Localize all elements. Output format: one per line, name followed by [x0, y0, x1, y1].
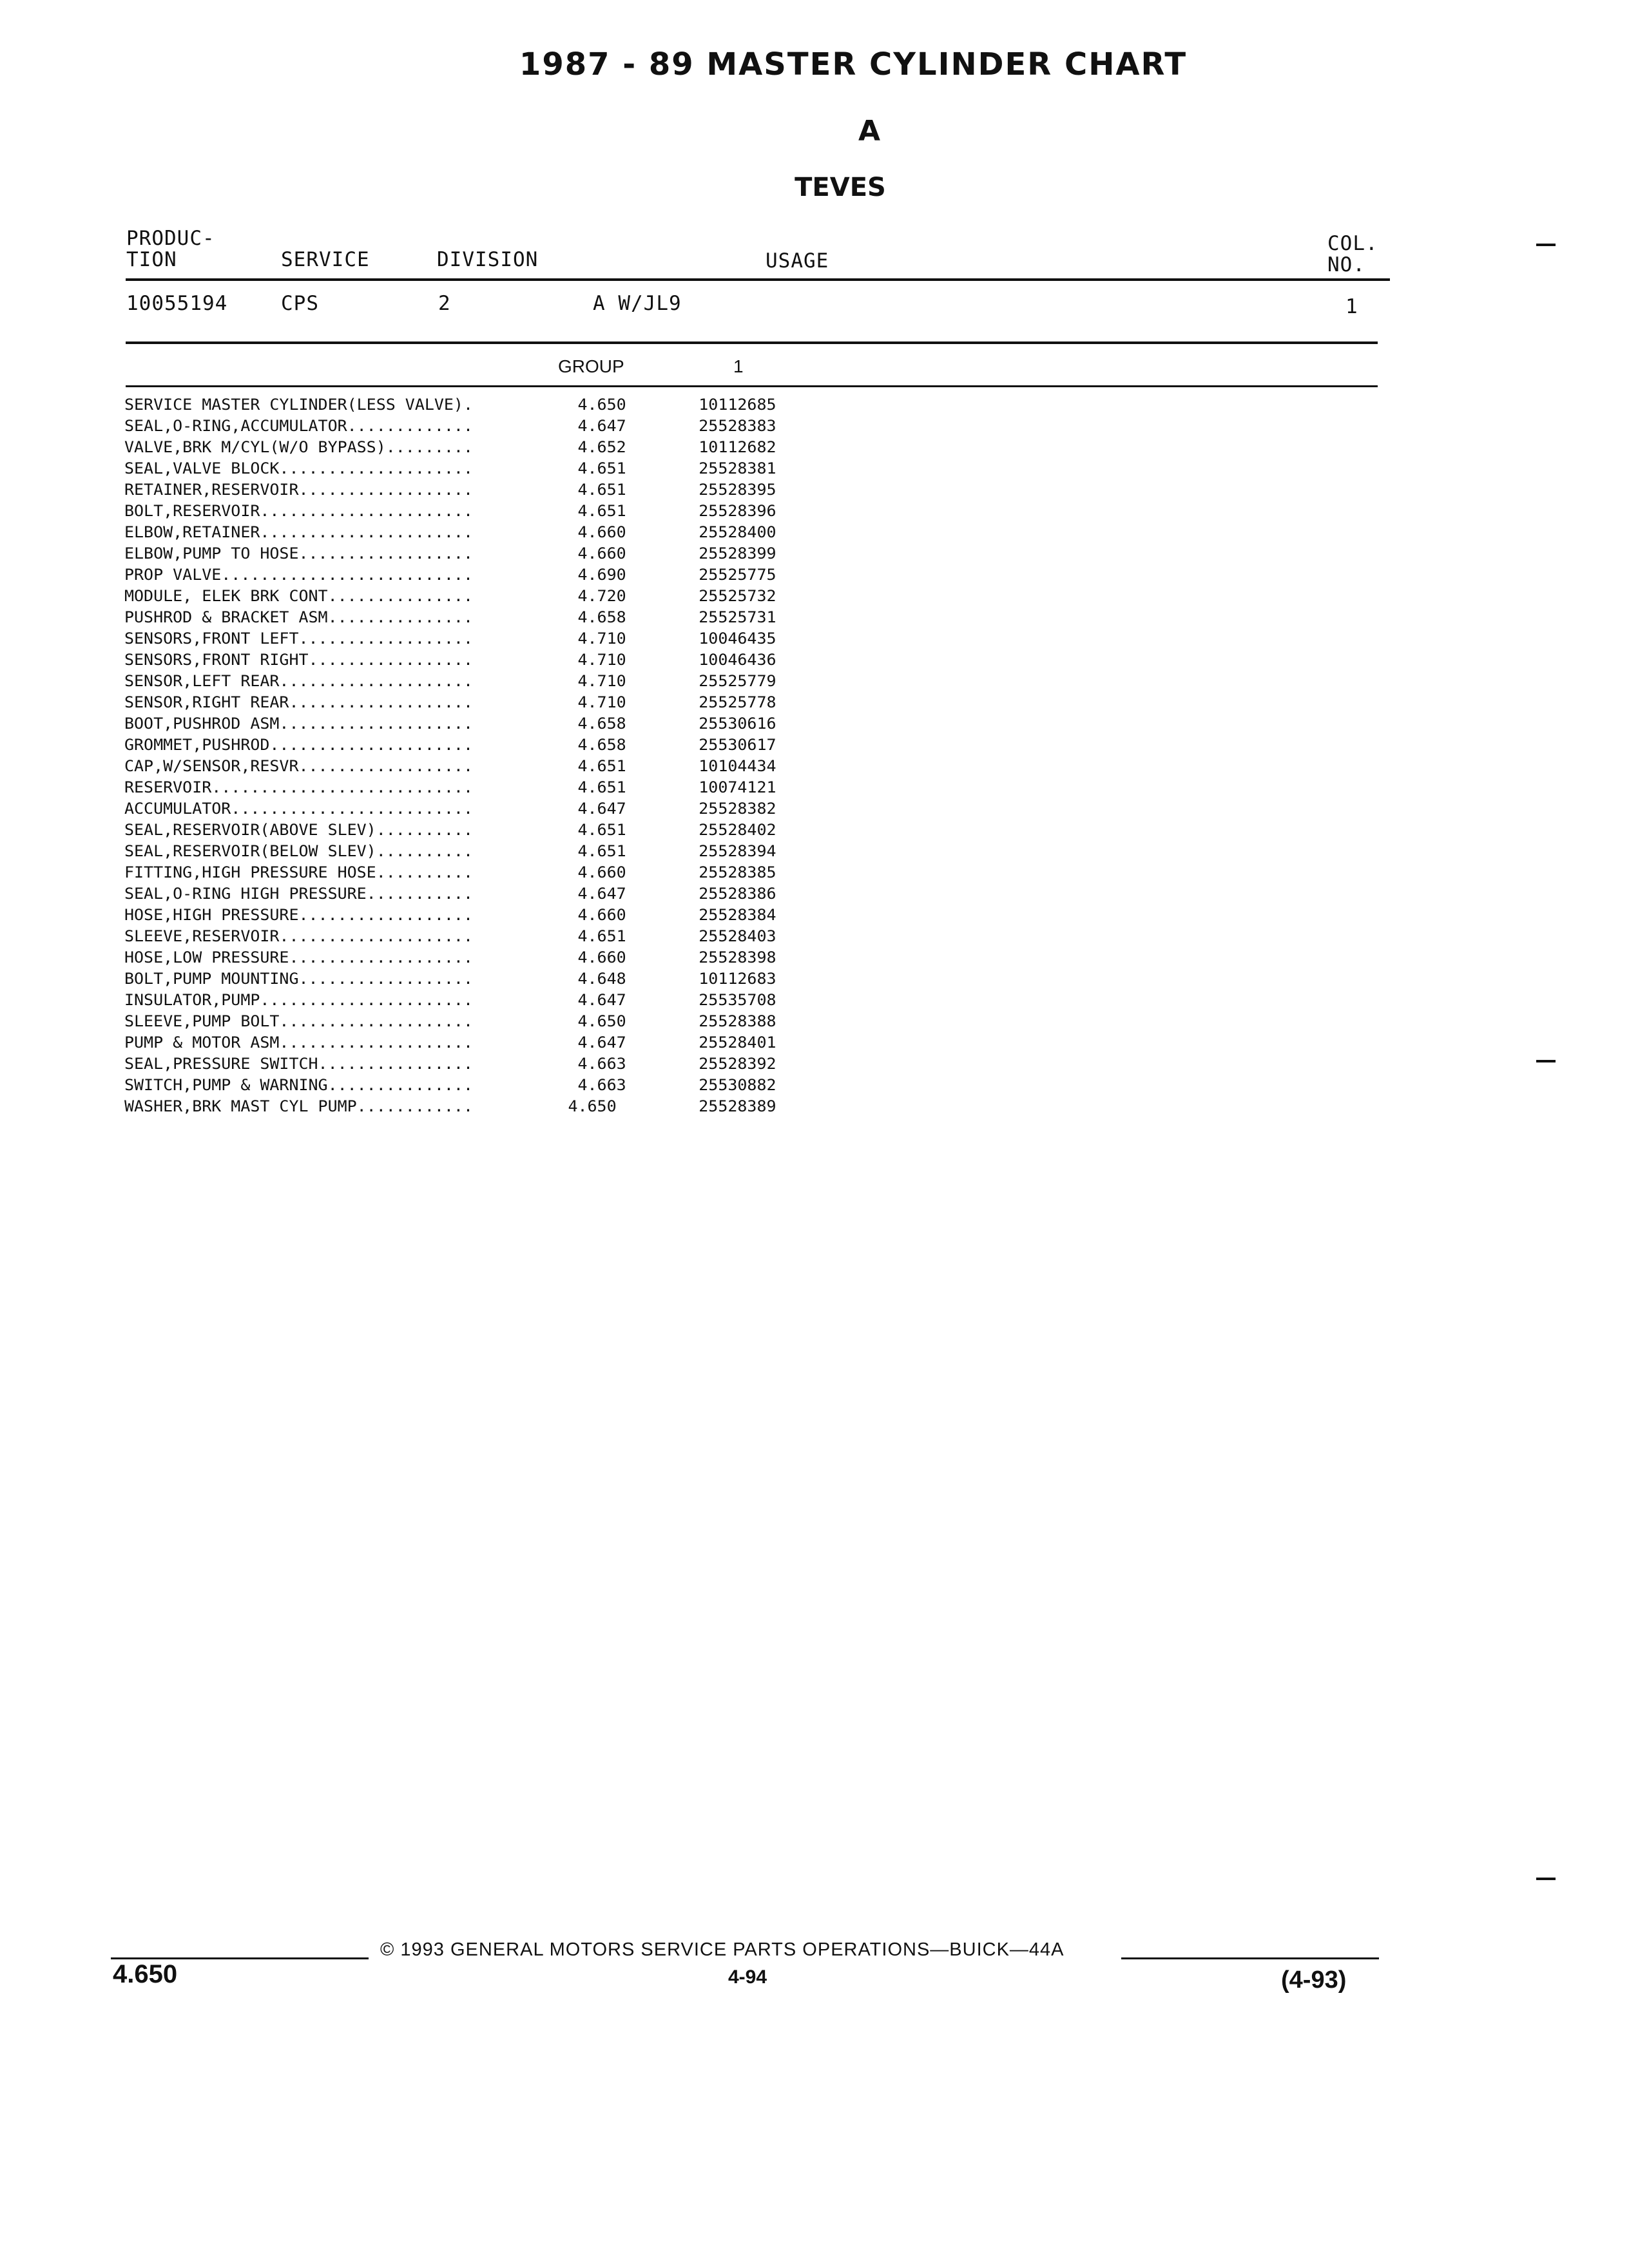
part-description: PUMP & MOTOR ASM.................... — [124, 1033, 473, 1052]
part-description: MODULE, ELEK BRK CONT............... — [124, 587, 473, 605]
part-description: PUSHROD & BRACKET ASM............... — [124, 608, 473, 626]
header-col-no — [1327, 233, 1378, 276]
header-production-line2: TION — [126, 248, 177, 271]
part-number: 25528402 — [699, 821, 776, 839]
part-description: SEAL,RESERVOIR(BELOW SLEV).......... — [124, 842, 473, 860]
header-service: SERVICE — [281, 248, 370, 271]
chart-title: 1987 - 89 MASTER CYLINDER CHART — [519, 46, 1188, 82]
part-description: GROMMET,PUSHROD..................... — [124, 736, 473, 754]
part-description: SENSORS,FRONT LEFT.................. — [124, 629, 473, 648]
application-usage: A W/JL9 — [593, 292, 682, 315]
part-number: 25528384 — [699, 906, 776, 924]
part-group-code: 4.651 — [568, 502, 626, 520]
part-number: 25528395 — [699, 481, 776, 499]
group-label: GROUP — [558, 356, 624, 376]
application-rule — [126, 341, 1378, 344]
part-number: 25528382 — [699, 800, 776, 818]
header-division: DIVISION — [437, 248, 539, 271]
part-description: SENSORS,FRONT RIGHT................. — [124, 651, 473, 669]
header-col-line2: NO. — [1327, 253, 1365, 276]
part-group-code: 4.651 — [568, 821, 626, 839]
part-number: 25525732 — [699, 587, 776, 605]
group-rule — [126, 385, 1378, 387]
part-group-code: 4.660 — [568, 863, 626, 881]
part-description: HOSE,LOW PRESSURE................... — [124, 948, 473, 966]
part-group-code: 4.690 — [568, 566, 626, 584]
part-description: VALVE,BRK M/CYL(W/O BYPASS)......... — [124, 438, 473, 456]
part-description: SEAL,PRESSURE SWITCH................ — [124, 1055, 473, 1073]
part-description: ACCUMULATOR......................... — [124, 800, 473, 818]
part-number: 10104434 — [699, 757, 776, 775]
part-group-code: 4.651 — [568, 778, 626, 796]
header-production-line1: PRODUC- — [126, 227, 215, 250]
part-description: BOOT,PUSHROD ASM.................... — [124, 715, 473, 733]
part-number: 25530616 — [699, 715, 776, 733]
part-number: 25530882 — [699, 1076, 776, 1094]
application-col-no: 1 — [1345, 295, 1358, 318]
part-description: SEAL,O-RING HIGH PRESSURE........... — [124, 885, 473, 903]
header-production — [126, 228, 215, 271]
part-group-code: 4.651 — [568, 757, 626, 775]
part-description: SENSOR,RIGHT REAR................... — [124, 693, 473, 711]
part-group-code: 4.720 — [568, 587, 626, 605]
part-number: 25525731 — [699, 608, 776, 626]
part-group-code: 4.652 — [568, 438, 626, 456]
manufacturer-heading: TEVES — [795, 173, 886, 202]
part-group-code: 4.710 — [568, 693, 626, 711]
margin-tick — [1536, 1878, 1556, 1880]
footer-date: (4-93) — [1281, 1966, 1347, 1994]
part-number: 25528383 — [699, 417, 776, 435]
part-description: HOSE,HIGH PRESSURE.................. — [124, 906, 473, 924]
part-group-code: 4.651 — [568, 459, 626, 477]
part-number: 25528381 — [699, 459, 776, 477]
part-number: 25525775 — [699, 566, 776, 584]
footer-copyright: © 1993 GENERAL MOTORS SERVICE PARTS OPERATIONS—BUICK—44A — [380, 1939, 1065, 1960]
footer-page-number: 4.650 — [113, 1960, 178, 1988]
part-group-code: 4.647 — [568, 800, 626, 818]
part-description: BOLT,PUMP MOUNTING.................. — [124, 970, 473, 988]
margin-tick — [1536, 244, 1556, 246]
part-group-code: 4.710 — [568, 672, 626, 690]
footer-page-center: 4-94 — [728, 1966, 767, 1988]
part-description: ELBOW,PUMP TO HOSE.................. — [124, 544, 473, 562]
part-group-code: 4.710 — [568, 651, 626, 669]
part-description: SWITCH,PUMP & WARNING............... — [124, 1076, 473, 1094]
part-group-code: 4.647 — [568, 991, 626, 1009]
part-group-code: 4.647 — [568, 885, 626, 903]
header-usage: USAGE — [766, 249, 829, 273]
part-description: CAP,W/SENSOR,RESVR.................. — [124, 757, 473, 775]
header-rule — [126, 278, 1390, 281]
part-number: 25528386 — [699, 885, 776, 903]
part-group-code: 4.660 — [568, 948, 626, 966]
part-group-code: 4.658 — [568, 608, 626, 626]
part-number: 25528396 — [699, 502, 776, 520]
part-group-code: 4.660 — [568, 544, 626, 562]
part-description: SEAL,O-RING,ACCUMULATOR............. — [124, 417, 473, 435]
part-number: 25528385 — [699, 863, 776, 881]
part-number: 25528388 — [699, 1012, 776, 1030]
part-description: ELBOW,RETAINER...................... — [124, 523, 473, 541]
part-number: 25528403 — [699, 927, 776, 945]
part-description: RETAINER,RESERVOIR.................. — [124, 481, 473, 499]
part-number: 10074121 — [699, 778, 776, 796]
part-description: SEAL,VALVE BLOCK.................... — [124, 459, 473, 477]
part-number: 25535708 — [699, 991, 776, 1009]
application-service: CPS — [281, 292, 319, 315]
part-group-code: 4.647 — [568, 417, 626, 435]
part-description: SLEEVE,RESERVOIR.................... — [124, 927, 473, 945]
part-number: 25528398 — [699, 948, 776, 966]
part-number: 10112685 — [699, 396, 776, 414]
part-group-code: 4.658 — [568, 736, 626, 754]
part-group-code: 4.658 — [568, 715, 626, 733]
part-group-code: 4.650 — [568, 1012, 626, 1030]
section-letter: A — [858, 115, 881, 148]
part-number: 25528389 — [699, 1097, 776, 1115]
part-group-code: 4.651 — [568, 842, 626, 860]
part-group-code: 4.663 — [568, 1076, 626, 1094]
part-group-code: 4.660 — [568, 523, 626, 541]
part-number: 10112683 — [699, 970, 776, 988]
part-description: RESERVOIR........................... — [124, 778, 473, 796]
part-description: FITTING,HIGH PRESSURE HOSE.......... — [124, 863, 473, 881]
part-description: PROP VALVE.......................... — [124, 566, 473, 584]
part-number: 25525778 — [699, 693, 776, 711]
application-division: 2 — [438, 292, 451, 315]
part-group-code: 4.710 — [568, 629, 626, 648]
part-group-code: 4.648 — [568, 970, 626, 988]
part-group-code: 4.663 — [568, 1055, 626, 1073]
part-number: 25525779 — [699, 672, 776, 690]
part-description: WASHER,BRK MAST CYL PUMP............ — [124, 1097, 473, 1115]
part-group-code: 4.660 — [568, 906, 626, 924]
part-description: SERVICE MASTER CYLINDER(LESS VALVE). — [124, 396, 473, 414]
part-description: SEAL,RESERVOIR(ABOVE SLEV).......... — [124, 821, 473, 839]
part-description: SENSOR,LEFT REAR.................... — [124, 672, 473, 690]
part-group-code: 4.647 — [568, 1033, 626, 1052]
part-number: 25528394 — [699, 842, 776, 860]
part-description: BOLT,RESERVOIR...................... — [124, 502, 473, 520]
part-number: 10112682 — [699, 438, 776, 456]
part-group-code: 4.651 — [568, 481, 626, 499]
part-number: 25528401 — [699, 1033, 776, 1052]
margin-tick — [1536, 1060, 1556, 1062]
part-number: 25528400 — [699, 523, 776, 541]
part-group-code: 4.650 — [568, 1097, 617, 1115]
part-description: SLEEVE,PUMP BOLT.................... — [124, 1012, 473, 1030]
part-group-code: 4.651 — [568, 927, 626, 945]
footer-rule-left — [111, 1957, 369, 1959]
part-number: 25530617 — [699, 736, 776, 754]
footer-rule-right — [1121, 1957, 1379, 1959]
part-number: 25528392 — [699, 1055, 776, 1073]
part-number: 25528399 — [699, 544, 776, 562]
part-number: 10046436 — [699, 651, 776, 669]
part-description: INSULATOR,PUMP...................... — [124, 991, 473, 1009]
part-group-code: 4.650 — [568, 396, 626, 414]
header-col-line1: COL. — [1327, 232, 1378, 255]
part-number: 10046435 — [699, 629, 776, 648]
group-column: 1 — [733, 356, 744, 376]
application-production: 10055194 — [126, 292, 228, 315]
